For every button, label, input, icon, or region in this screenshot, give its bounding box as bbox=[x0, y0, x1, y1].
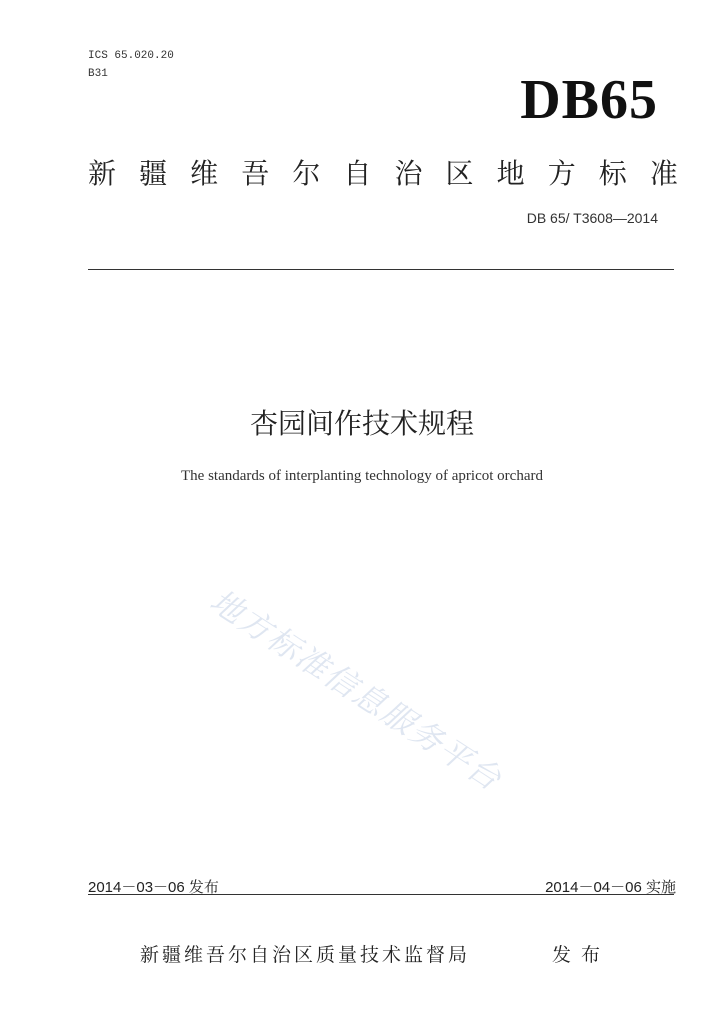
standard-type-char: 尔 bbox=[292, 157, 321, 190]
document-title-chinese: 杏园间作技术规程 bbox=[249, 407, 474, 440]
standard-type-heading bbox=[88, 152, 678, 192]
standard-type-char: 准 bbox=[649, 157, 678, 190]
document-title-english: The standards of interplanting technology of apricot orchard bbox=[181, 468, 543, 484]
standard-type-char: 自 bbox=[343, 157, 372, 190]
standard-type-char: 新 bbox=[88, 157, 117, 190]
standard-type-char: 地 bbox=[496, 157, 525, 190]
publisher-name: 新疆维吾尔自治区质量技术监督局 bbox=[140, 944, 471, 966]
classification-code: B31 bbox=[88, 68, 108, 80]
ics-code: ICS 65.020.20 bbox=[88, 50, 174, 62]
publish-label: 发布 bbox=[552, 944, 611, 966]
standard-type-char: 标 bbox=[598, 157, 627, 190]
header-divider bbox=[88, 269, 674, 270]
standard-type-char: 治 bbox=[394, 157, 423, 190]
db-logo: DB65 bbox=[520, 69, 658, 131]
implementation-date: 2014－04－06 实施 bbox=[545, 879, 676, 896]
watermark: 地方标准信息服务平台 bbox=[203, 581, 510, 799]
standard-type-char: 疆 bbox=[139, 157, 168, 190]
standard-type-char: 区 bbox=[445, 157, 474, 190]
standard-type-char: 方 bbox=[547, 157, 576, 190]
standard-number: DB 65/ T3608—2014 bbox=[526, 210, 658, 226]
issue-date: 2014－03－06 发布 bbox=[88, 879, 219, 896]
standard-type-char: 吾 bbox=[241, 157, 270, 190]
standard-type-char: 维 bbox=[190, 157, 219, 190]
footer-divider bbox=[88, 894, 674, 895]
